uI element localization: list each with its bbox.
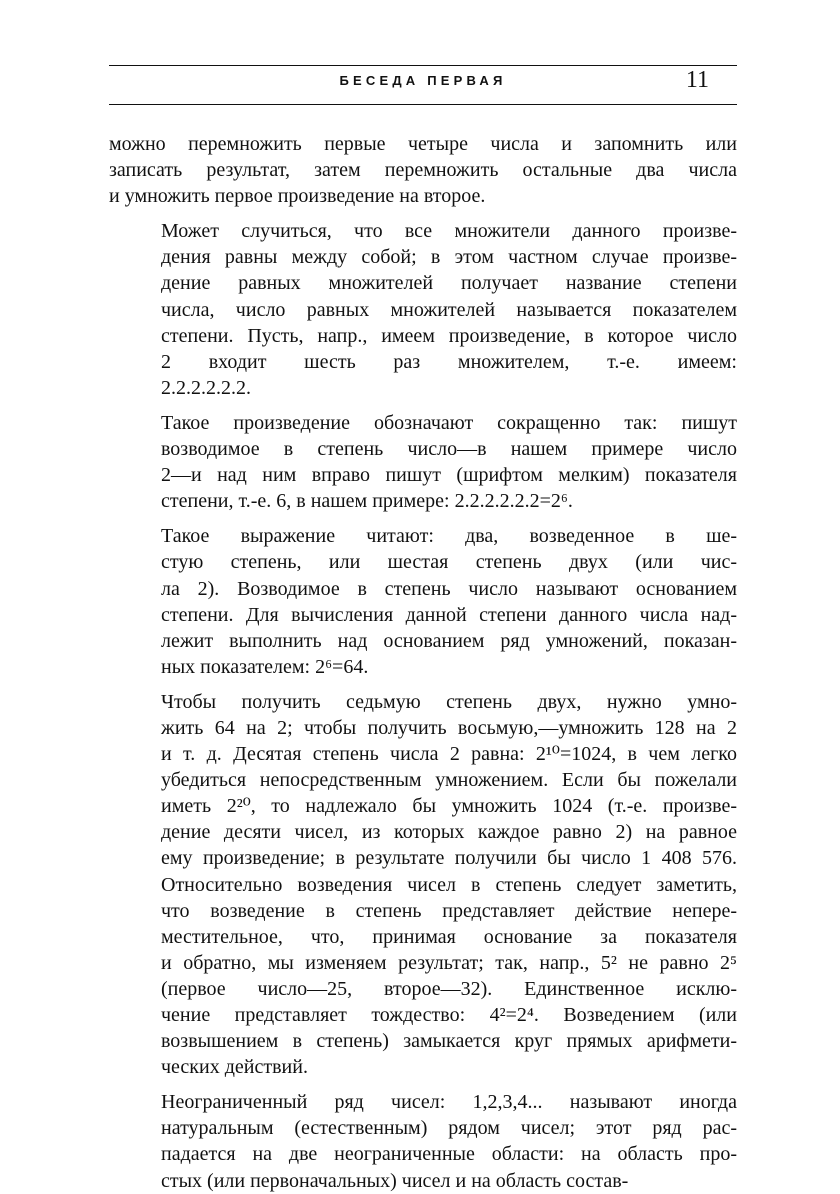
text-line: ла 2). Возводимое в степень число называют основанием xyxy=(161,577,737,600)
paragraph-gap xyxy=(109,401,737,410)
paragraph xyxy=(109,523,737,680)
text-line: дения равны между собой; в этом частном случае произве- xyxy=(161,246,737,269)
text-line: Неограниченный ряд чисел: 1,2,3,4... называют иногда xyxy=(161,1091,737,1114)
text-line: иметь 2²⁰, то надлежало бы умножить 1024 (т.-е. произве- xyxy=(161,795,737,818)
text-line: Такое произведение обозначают сокращенно так: пишут xyxy=(161,411,737,434)
text-line: дение равных множителей получает название степени xyxy=(161,272,737,295)
text-line: местительное, что, принимая основание за показателя xyxy=(161,925,737,948)
text-line: степени. Для вычисления данной степени данного числа над- xyxy=(161,603,737,626)
text-line: возвышением в степень) замыкается круг прямых арифмети- xyxy=(161,1030,737,1053)
text-line: стых (или первоначальных) чисел и на область состав- xyxy=(161,1169,629,1192)
paragraph xyxy=(109,410,737,514)
page-number: 11 xyxy=(685,67,709,93)
paragraph-gap xyxy=(109,1080,737,1089)
paragraph-gap xyxy=(109,680,737,689)
paragraph xyxy=(109,689,737,1080)
paragraph xyxy=(109,131,737,209)
text-line: Такое выражение читают: два, возведенное в ше- xyxy=(161,525,737,548)
text-line: и т. д. Десятая степень числа 2 равна: 2¹⁰=1024, в чем легко xyxy=(161,743,737,766)
text-line: можно перемножить первые четыре числа и запомнить или xyxy=(109,133,737,155)
paragraph-gap xyxy=(109,209,737,218)
text-line: 2.2.2.2.2.2. xyxy=(161,376,251,399)
text-line: степени. Пусть, напр., имеем произведение, в которое число xyxy=(161,324,737,347)
body-text xyxy=(109,131,737,1194)
running-title: БЕСЕДА ПЕРВАЯ xyxy=(339,73,507,88)
text-line: и обратно, мы изменяем результат; так, напр., 5² не равно 2⁵ xyxy=(161,951,737,974)
paragraph xyxy=(109,218,737,401)
text-line: лежит выполнить над основанием ряд умножений, показан- xyxy=(161,629,737,652)
text-line: убедиться непосредственным умножением. Если бы пожелали xyxy=(161,769,737,792)
text-line: Относительно возведения чисел в степень следует заметить, xyxy=(161,873,737,896)
text-line: записать результат, затем перемножить остальные два числа xyxy=(109,159,737,182)
text-line: дение десяти чисел, из которых каждое равно 2) на равное xyxy=(161,821,737,844)
text-line: Может случиться, что все множители данного произве- xyxy=(161,220,737,243)
text-line: жить 64 на 2; чтобы получить восьмую,—умножить 128 на 2 xyxy=(161,716,737,739)
text-line: (первое число—25, второе—32). Единственное исклю- xyxy=(161,977,737,1000)
text-line: ческих действий. xyxy=(161,1056,308,1079)
text-line: 2—и над ним вправо пишут (шрифтом мелким) показателя xyxy=(161,464,737,487)
text-line: ему произведение; в результате получили бы число 1 408 576. xyxy=(161,847,737,870)
text-line: 2 входит шесть раз множителем, т.-е. имеем: xyxy=(161,350,737,373)
text-line: стую степень, или шестая степень двух (или чис- xyxy=(161,551,737,574)
header-bottom-rule xyxy=(109,104,737,105)
text-line: степени, т.-е. 6, в нашем примере: 2.2.2.2.2.2=2⁶. xyxy=(161,490,573,513)
text-line: Чтобы получить седьмую степень двух, нужно умно- xyxy=(161,690,737,713)
text-line: падается на две неограниченные области: на область про- xyxy=(161,1143,737,1166)
running-head xyxy=(109,69,737,99)
text-line: натуральным (естественным) рядом чисел; этот ряд рас- xyxy=(161,1117,737,1140)
paragraph xyxy=(109,1089,737,1193)
text-line: числа, число равных множителей называется показателем xyxy=(161,298,737,321)
text-line: и умножить первое произведение на второе. xyxy=(109,185,486,208)
text-line: возводимое в степень число—в нашем примере число xyxy=(161,438,737,461)
text-line: что возведение в степень представляет действие непере- xyxy=(161,899,737,922)
paragraph-gap xyxy=(109,514,737,523)
header-top-rule xyxy=(109,65,737,66)
text-line: ных показателем: 2⁶=64. xyxy=(161,655,369,678)
text-line: чение представляет тождество: 4²=2⁴. Возведением (или xyxy=(161,1004,737,1026)
